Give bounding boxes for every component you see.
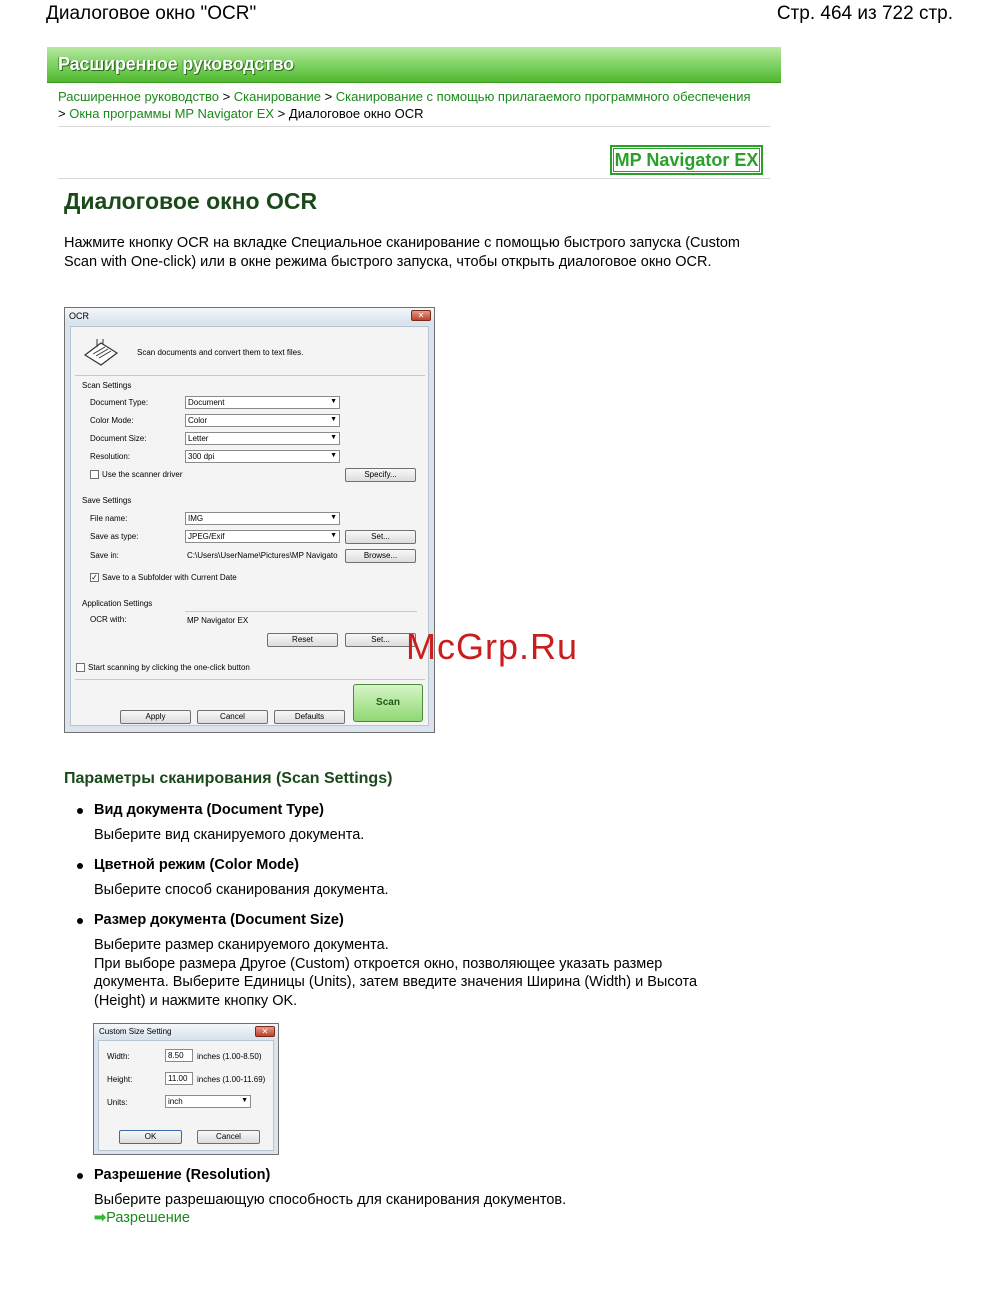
bullet-icon (77, 918, 83, 924)
chevron-down-icon: ▼ (241, 1097, 248, 1104)
chevron-down-icon: ▼ (330, 452, 337, 459)
select-value: Document (188, 398, 225, 407)
document-type-title: Вид документа (Document Type) (94, 802, 324, 818)
section-banner (47, 47, 781, 83)
close-icon[interactable]: ✕ (411, 310, 431, 321)
reset-button[interactable]: Reset (267, 633, 338, 647)
breadcrumb-link-software[interactable]: Сканирование с помощью прилагаемого программного обеспечения (335, 89, 751, 104)
units-label: Units: (107, 1098, 128, 1107)
cancel-button[interactable]: Cancel (197, 1130, 260, 1144)
subfolder-checkbox[interactable]: ✓ (91, 573, 98, 582)
resolution-link-label: Разрешение (106, 1210, 190, 1226)
width-range: inches (1.00-8.50) (197, 1052, 262, 1061)
bullet-icon (77, 863, 83, 869)
resolution-link[interactable] (94, 1210, 190, 1226)
select-value: 300 dpi (188, 452, 215, 461)
bullet-icon (77, 808, 83, 814)
arrow-right-icon: ➡ (94, 1210, 107, 1226)
use-driver-checkbox[interactable] (90, 470, 99, 479)
cancel-button[interactable]: Cancel (197, 710, 268, 724)
document-size-title: Размер документа (Document Size) (94, 912, 344, 928)
app-set-button[interactable]: Set... (345, 633, 416, 647)
page-title: Диалоговое окно "OCR" (46, 3, 257, 24)
ocr-with-label: OCR with: (90, 615, 127, 624)
custom-size-dialog (93, 1023, 279, 1155)
divider (75, 375, 425, 376)
start-scanning-checkbox[interactable] (76, 663, 85, 672)
divider (58, 126, 770, 127)
resolution-title: Разрешение (Resolution) (94, 1167, 271, 1183)
use-driver-label: Use the scanner driver (102, 470, 183, 479)
scan-button[interactable]: Scan (353, 684, 423, 722)
save-type-set-button[interactable]: Set... (345, 530, 416, 544)
chevron-down-icon: ▼ (330, 434, 337, 441)
breadcrumb-separator: > (324, 89, 333, 104)
badge-text: MP Navigator EX (614, 150, 759, 170)
resolution-label: Resolution: (90, 452, 131, 461)
subfolder-label: Save to a Subfolder with Current Date (102, 573, 237, 582)
select-value: Letter (188, 434, 209, 443)
document-type-text: Выберите вид сканируемого документа. (94, 827, 365, 843)
divider (185, 611, 417, 612)
save-in-path: C:\Users\UserName\Pictures\MP Navigato (187, 551, 338, 560)
breadcrumb-link-windows[interactable]: Окна программы MP Navigator EX (69, 106, 275, 121)
breadcrumb-current: Диалоговое окно OCR (288, 106, 424, 121)
breadcrumb-link-scanning[interactable]: Сканирование (233, 89, 321, 104)
document-type-select[interactable] (185, 396, 340, 409)
save-settings-group-label: Save Settings (82, 496, 132, 505)
color-mode-title: Цветной режим (Color Mode) (94, 857, 299, 873)
ocr-with-value: MP Navigator EX (187, 616, 249, 625)
select-value: inch (168, 1097, 183, 1106)
breadcrumb-separator: > (277, 106, 286, 121)
resolution-select[interactable] (185, 450, 340, 463)
divider (75, 679, 425, 680)
scan-settings-heading: Параметры сканирования (Scan Settings) (64, 770, 393, 787)
chevron-down-icon: ▼ (330, 514, 337, 521)
dialog-description: Scan documents and convert them to text files. (137, 348, 304, 357)
document-size-select[interactable] (185, 432, 340, 445)
dialog-title: OCR (69, 311, 89, 321)
color-mode-select[interactable] (185, 414, 340, 427)
dialog-titlebar (94, 1024, 278, 1039)
dialog-title: Custom Size Setting (99, 1027, 172, 1036)
save-as-type-label: Save as type: (90, 532, 139, 541)
apply-button[interactable]: Apply (120, 710, 191, 724)
banner-text: Расширенное руководство (58, 54, 294, 74)
scan-settings-group-label: Scan Settings (82, 381, 132, 390)
height-input[interactable]: 11.00 (165, 1072, 193, 1085)
defaults-button[interactable]: Defaults (274, 710, 345, 724)
divider (58, 178, 770, 179)
bullet-icon (77, 1173, 83, 1179)
specify-button[interactable]: Specify... (345, 468, 416, 482)
document-size-label: Document Size: (90, 434, 147, 443)
file-name-label: File name: (90, 514, 128, 523)
close-icon[interactable]: ✕ (255, 1026, 275, 1037)
resolution-text: Выберите разрешающую способность для сканирования документов. (94, 1192, 567, 1208)
chevron-down-icon: ▼ (330, 532, 337, 539)
mp-navigator-badge (610, 145, 763, 175)
document-type-label: Document Type: (90, 398, 149, 407)
application-settings-group-label: Application Settings (82, 599, 153, 608)
document-size-text: Выберите размер сканируемого документа. При выборе размера Другое (Custom) откроется окно, позволяющее указать размер документа. Выберите Единицы (Units), затем введите значения Ширина (Width) и Высота (Height) и нажмите кнопку OK. (94, 937, 698, 1009)
breadcrumb-link-guide[interactable]: Расширенное руководство (58, 89, 219, 104)
file-name-combo[interactable] (185, 512, 340, 525)
breadcrumb (58, 88, 758, 122)
units-select[interactable] (165, 1095, 251, 1108)
breadcrumb-separator: > (58, 106, 66, 121)
save-in-label: Save in: (90, 551, 119, 560)
width-input[interactable]: 8.50 (165, 1049, 193, 1062)
chevron-down-icon: ▼ (330, 416, 337, 423)
height-range: inches (1.00-11.69) (197, 1075, 266, 1084)
color-mode-label: Color Mode: (90, 416, 134, 425)
dialog-body (98, 1040, 274, 1151)
dialog-titlebar (65, 308, 434, 324)
save-as-type-select[interactable] (185, 530, 340, 543)
breadcrumb-separator: > (222, 89, 231, 104)
watermark: McGrp.Ru (406, 626, 579, 667)
page-count: Стр. 464 из 722 стр. (776, 3, 953, 24)
select-value: Color (188, 416, 208, 425)
chevron-down-icon: ▼ (330, 398, 337, 405)
intro-paragraph: Нажмите кнопку OCR на вкладке Специальное сканирование с помощью быстрого запуска (Custom Scan with One-click) или в окне режима быстрого запуска, чтобы открыть диалоговое окно OCR. (64, 235, 740, 270)
ocr-dialog (64, 307, 435, 733)
height-label: Height: (107, 1075, 133, 1084)
select-value: JPEG/Exif (188, 532, 225, 541)
browse-button[interactable]: Browse... (345, 549, 416, 563)
ok-button[interactable]: OK (119, 1130, 182, 1144)
scanner-document-icon (81, 337, 121, 369)
color-mode-text: Выберите способ сканирования документа. (94, 882, 389, 898)
start-scanning-label: Start scanning by clicking the one-click button (88, 663, 250, 672)
width-label: Width: (107, 1052, 130, 1061)
main-heading: Диалоговое окно OCR (64, 188, 318, 214)
select-value: IMG (188, 514, 204, 523)
dialog-body (70, 326, 429, 726)
